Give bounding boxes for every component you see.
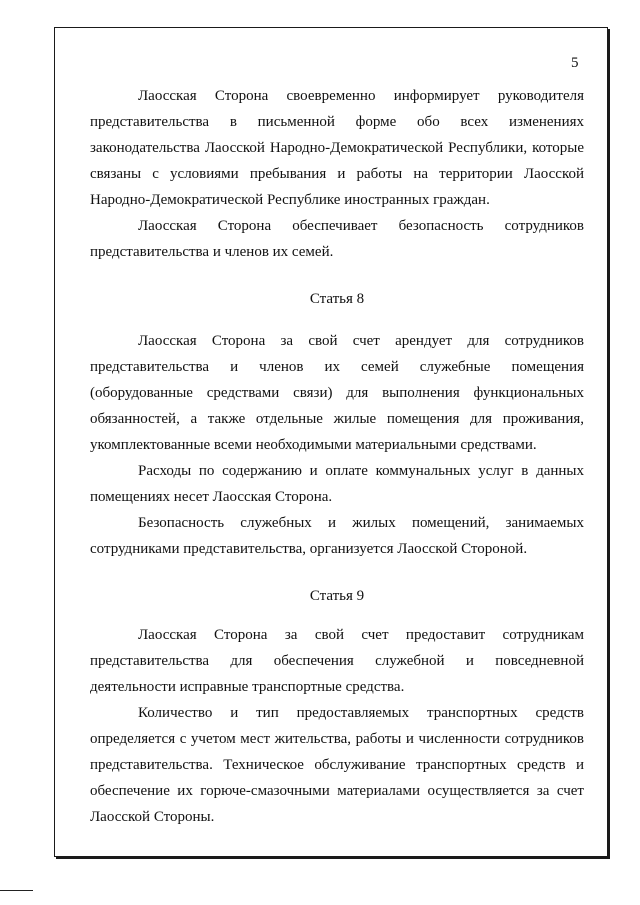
page-border-shadow-bottom	[56, 857, 610, 859]
article-9-heading: Статья 9	[309, 588, 365, 604]
paragraph-text: Лаосская Сторона за свой счет арендует для сотрудников представительства и членов их семей служебные помещения (оборудованные средствами связи) для выполнения функциональных обязанностей, а также отдельные жилые помещения для проживания, укомплектованные всеми необходимыми материальными средствами.	[90, 333, 584, 453]
article-9-body	[90, 622, 584, 830]
paragraph-text: Количество и тип предоставляемых транспортных средств определяется с учетом мест жительства, работы и численности сотрудников представительства. Техническое обслуживание транспортных средств и обеспечение их горюче-смазочными материалами осуществляется за счет Лаосской Стороны.	[90, 705, 584, 825]
paragraph-text: Лаосская Сторона за свой счет предоставит сотрудникам представительства для обеспечения служебной и повседневной деятельности исправные транспортные средства.	[90, 627, 584, 695]
paragraph-informs-changes	[90, 83, 584, 265]
paragraph-text: Лаосская Сторона обеспечивает безопасность сотрудников представительства и членов их семей.	[90, 218, 584, 260]
paragraph-text: Лаосская Сторона своевременно информирует руководителя представительства в письменной форме обо всех изменениях законодательства Лаосской Народно-Демократической Республики, которые связаны с условиями пребывания и работы на территории Лаосской Народно-Демократической Республике иностранных граждан.	[90, 88, 584, 208]
scan-edge-mark	[0, 890, 33, 891]
article-8-body	[90, 328, 584, 562]
page-number: 5	[571, 55, 579, 71]
page-border-shadow-right	[608, 29, 610, 859]
paragraph-text: Безопасность служебных и жилых помещений, занимаемых сотрудниками представительства, организуется Лаосской Стороной.	[90, 515, 584, 557]
article-8-heading: Статья 8	[309, 291, 365, 307]
paragraph-text: Расходы по содержанию и оплате коммунальных услуг в данных помещениях несет Лаосская Сторона.	[90, 463, 584, 505]
